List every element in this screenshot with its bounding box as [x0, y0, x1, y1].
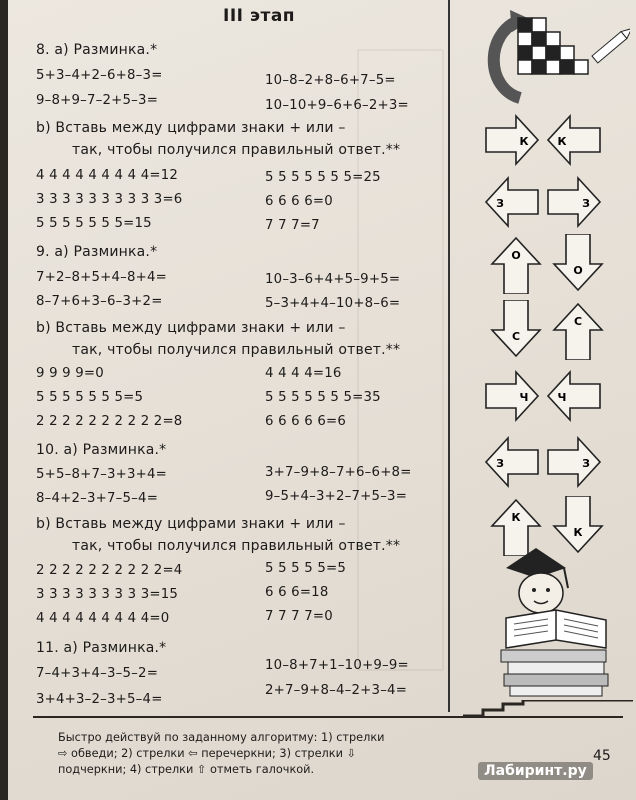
arrow-letter: К	[573, 526, 583, 539]
expression: 9–5+4–3+2–7+5–3=	[265, 489, 408, 504]
expression: 3+4+3–2–3+5–4=	[36, 692, 163, 707]
task-10b-heading: b) Вставь между цифрами знаки + или –	[36, 516, 346, 532]
expression: 5 5 5 5 5=5	[265, 561, 347, 576]
arrow-pair	[478, 432, 608, 492]
arrow-letter: С	[511, 330, 521, 343]
arrow-pair	[478, 366, 608, 426]
instructions-line: Быстро действуй по заданному алгоритму: 1) стрелки	[58, 731, 385, 744]
expression: 10–8+7+1–10+9–9=	[265, 658, 409, 673]
task-8b-heading: b) Вставь между цифрами знаки + или –	[36, 120, 346, 136]
workbook-page	[8, 0, 636, 800]
arrow-down-icon	[554, 234, 602, 290]
expression: 7+2–8+5+4–8+4=	[36, 270, 168, 285]
expression: 7 7 7 7=0	[265, 609, 333, 624]
expression: 2+7–9+8–4–2+3–4=	[265, 683, 408, 698]
arrow-right-icon	[548, 178, 600, 226]
expression: 5 5 5 5 5 5 5=35	[265, 390, 381, 405]
task-10a-heading: 10. а) Разминка.*	[36, 442, 167, 458]
expression: 9–8+9–7–2+5–3=	[36, 93, 159, 108]
expression: 5 5 5 5 5 5 5=25	[265, 170, 381, 185]
expression: 5–3+4+4–10+8–6=	[265, 296, 401, 311]
instructions-line: подчеркни; 4) стрелки ⇧ отметь галочкой.	[58, 763, 315, 776]
expression: 10–3–6+4+5–9+5=	[265, 272, 401, 287]
arrow-letter: Ч	[557, 391, 567, 404]
task-8a-heading: 8. а) Разминка.*	[36, 42, 158, 58]
expression: 7 7 7=7	[265, 218, 320, 233]
arrow-pair	[478, 300, 608, 360]
task-9b-heading-cont: так, чтобы получился правильный ответ.**	[72, 342, 401, 358]
arrow-pair	[478, 172, 608, 232]
expression: 6 6 6 6=0	[265, 194, 333, 209]
arrow-letter: З	[582, 457, 590, 470]
expression: 3+7–9+8–7+6–6+8=	[265, 465, 412, 480]
stage-title: III этап	[223, 6, 296, 26]
arrow-left-icon	[486, 438, 538, 486]
arrow-right-icon	[486, 372, 538, 420]
arrow-pair	[478, 496, 608, 556]
instructions-line: ⇨ обведи; 2) стрелки ⇦ перечеркни; 3) стрелки ⇩	[58, 747, 356, 760]
arrow-down-icon	[492, 300, 540, 356]
expression: 2 2 2 2 2 2 2 2 2 2=4	[36, 563, 183, 578]
expression: 10–8–2+8–6+7–5=	[265, 73, 396, 88]
expression: 5 5 5 5 5 5 5=15	[36, 216, 152, 231]
arrow-letter: К	[511, 511, 521, 524]
faded-background-print	[353, 40, 448, 680]
expression: 2 2 2 2 2 2 2 2 2 2=8	[36, 414, 183, 429]
watermark: Лабиринт.ру	[478, 762, 593, 780]
arrow-letter: К	[557, 135, 567, 148]
arrow-pair	[478, 234, 608, 294]
arrow-right-icon	[486, 116, 538, 164]
expression: 4 4 4 4 4 4 4 4 4=12	[36, 168, 179, 183]
expression: 6 6 6=18	[265, 585, 329, 600]
task-11a-heading: 11. а) Разминка.*	[36, 640, 167, 656]
task-8b-heading-cont: так, чтобы получился правильный ответ.**	[72, 142, 401, 158]
expression: 6 6 6 6 6=6	[265, 414, 347, 429]
arrow-up-icon	[554, 304, 602, 360]
arrow-letter: З	[496, 457, 504, 470]
expression: 5+3–4+2–6+8–3=	[36, 68, 163, 83]
arrow-left-icon	[548, 116, 600, 164]
reading-child-illustration	[496, 548, 616, 698]
section-icon	[480, 8, 630, 108]
arrow-letter: Ч	[519, 391, 529, 404]
expression: 5+5–8+7–3+3+4=	[36, 467, 168, 482]
expression: 9 9 9 9=0	[36, 366, 104, 381]
expression: 3 3 3 3 3 3 3 3 3=15	[36, 587, 179, 602]
arrow-letter: З	[582, 197, 590, 210]
arrow-up-icon	[492, 238, 540, 294]
task-9a-heading: 9. а) Разминка.*	[36, 244, 158, 260]
instructions	[58, 730, 518, 778]
task-9b-heading: b) Вставь между цифрами знаки + или –	[36, 320, 346, 336]
arrow-left-icon	[548, 372, 600, 420]
expression: 4 4 4 4 4 4 4 4 4=0	[36, 611, 170, 626]
arrow-letter: К	[519, 135, 529, 148]
expression: 7–4+3+4–3–5–2=	[36, 666, 159, 681]
arrow-down-icon	[554, 496, 602, 552]
arrow-left-icon	[486, 178, 538, 226]
expression: 3 3 3 3 3 3 3 3 3 3=6	[36, 192, 183, 207]
expression: 4 4 4 4=16	[265, 366, 342, 381]
column-divider	[448, 0, 450, 712]
expression: 8–4+2–3+7–5–4=	[36, 491, 159, 506]
arrow-letter: С	[573, 315, 583, 328]
arrow-letter: О	[573, 264, 583, 277]
arrow-pair	[478, 110, 608, 170]
expression: 10–10+9–6+6–2+3=	[265, 98, 409, 113]
task-10b-heading-cont: так, чтобы получился правильный ответ.**	[72, 538, 401, 554]
page-number: 45	[593, 748, 611, 764]
arrow-right-icon	[548, 438, 600, 486]
arrow-letter: З	[496, 197, 504, 210]
expression: 5 5 5 5 5 5 5=5	[36, 390, 144, 405]
expression: 8–7+6+3–6–3+2=	[36, 294, 163, 309]
arrow-letter: О	[511, 249, 521, 262]
